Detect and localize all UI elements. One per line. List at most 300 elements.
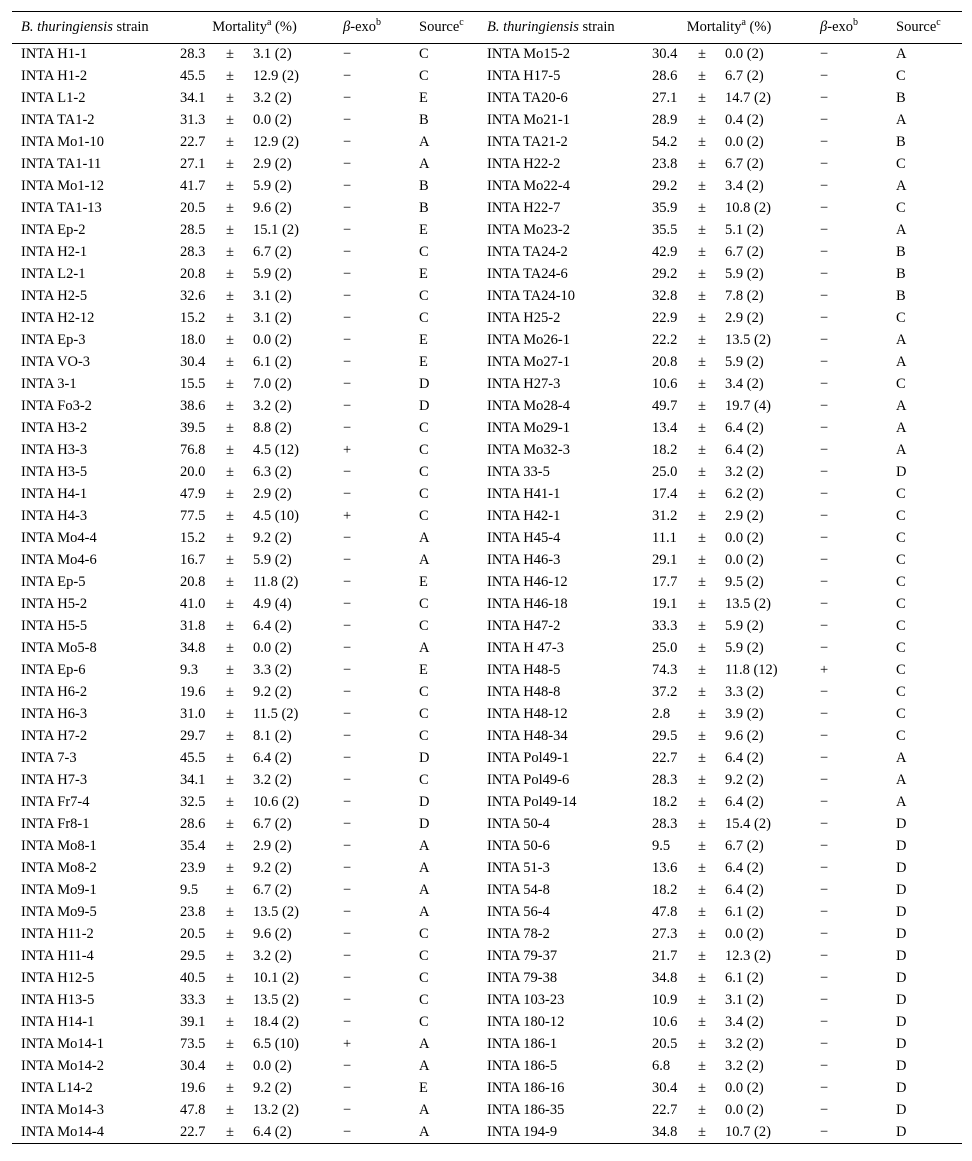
beta-exo-cell: −: [343, 640, 352, 656]
mortality-cell: [641, 924, 817, 946]
mortality-sd-n: 3.4 (2): [725, 178, 764, 194]
mortality-mean: 29.2: [652, 178, 678, 194]
strain-cell: INTA Mo22-4: [487, 178, 571, 194]
table-row: [12, 462, 962, 484]
beta-exo-cell: −: [820, 596, 829, 612]
table-row: [12, 726, 962, 748]
mortality-table: [12, 11, 962, 1144]
beta-exo-cell: −: [343, 46, 352, 63]
mortality-cell: [641, 770, 817, 792]
mortality-sd-n: 6.1 (2): [253, 354, 292, 370]
source-cell: D: [419, 794, 430, 810]
source-cell: E: [419, 266, 428, 282]
mortality-mean: 31.2: [652, 508, 678, 524]
strain-cell: INTA Mo9-5: [21, 904, 97, 920]
strain-cell: INTA H27-3: [487, 376, 561, 392]
strain-cell: INTA H5-2: [21, 596, 88, 612]
mortality-sd-n: 13.5 (2): [253, 904, 299, 920]
plus-minus-sign: ±: [698, 420, 706, 436]
plus-minus-sign: ±: [226, 508, 234, 524]
mortality-cell: [641, 594, 817, 616]
source-cell: A: [419, 1102, 430, 1118]
mortality-mean: 18.2: [652, 442, 678, 458]
mortality-cell: [641, 396, 817, 418]
source-cell: D: [896, 904, 907, 920]
source-cell: B: [896, 244, 906, 260]
mortality-cell: [169, 1012, 340, 1034]
plus-minus-sign: ±: [698, 926, 706, 942]
beta-exo-cell: −: [820, 464, 829, 480]
mortality-mean: 27.3: [652, 926, 678, 942]
beta-exo-cell: −: [343, 1058, 352, 1074]
beta-exo-cell: −: [820, 354, 829, 370]
beta-exo-cell: −: [343, 288, 352, 304]
table-row: [12, 374, 962, 396]
strain-cell: INTA H3-3: [21, 442, 88, 458]
mortality-sd-n: 0.0 (2): [253, 332, 292, 348]
mortality-mean: 38.6: [180, 398, 206, 414]
mortality-sd-n: 13.2 (2): [253, 1102, 299, 1118]
mortality-cell: [641, 66, 817, 88]
mortality-mean: 31.8: [180, 618, 206, 634]
plus-minus-sign: ±: [698, 464, 706, 480]
strain-cell: INTA 103-23: [487, 992, 565, 1008]
strain-cell: INTA VO-3: [21, 354, 91, 370]
mortality-sd-n: 5.9 (2): [253, 266, 292, 282]
mortality-sd-n: 6.1 (2): [725, 970, 764, 986]
mortality-cell: [641, 682, 817, 704]
mortality-cell: [169, 176, 340, 198]
mortality-sd-n: 9.2 (2): [253, 860, 292, 876]
mortality-sd-n: 9.2 (2): [253, 530, 292, 546]
plus-minus-sign: ±: [698, 288, 706, 304]
strain-cell: INTA Mo14-2: [21, 1058, 105, 1074]
table-row: [12, 220, 962, 242]
mortality-mean: 33.3: [180, 992, 206, 1008]
mortality-mean: 54.2: [652, 134, 678, 150]
mortality-mean: 23.8: [652, 156, 678, 172]
plus-minus-sign: ±: [226, 816, 234, 832]
header-strain-right: B. thuringiensis strain: [487, 19, 615, 35]
source-cell: C: [896, 68, 906, 84]
beta-exo-cell: −: [820, 112, 829, 128]
header-source-right: Source$^c$: [896, 17, 941, 35]
beta-exo-cell: −: [343, 1080, 352, 1096]
strain-cell: INTA H48-34: [487, 728, 568, 744]
table-row: [12, 858, 962, 880]
table-row: [12, 308, 962, 330]
strain-cell: INTA H1-2: [21, 68, 88, 84]
source-cell: C: [896, 728, 906, 744]
plus-minus-sign: ±: [226, 948, 234, 964]
strain-cell: INTA TA1-11: [21, 156, 102, 172]
beta-exo-cell: −: [343, 794, 352, 810]
beta-exo-cell: −: [820, 574, 829, 590]
header-source-left: Source$^c$: [419, 17, 464, 35]
source-cell: E: [419, 1080, 428, 1096]
table-container: [12, 11, 962, 1144]
source-cell: E: [419, 574, 428, 590]
source-cell: D: [896, 464, 907, 480]
mortality-sd-n: 10.8 (2): [725, 200, 771, 216]
source-cell: A: [419, 134, 430, 150]
source-cell: C: [896, 552, 906, 568]
mortality-mean: 20.8: [180, 574, 206, 590]
plus-minus-sign: ±: [698, 112, 706, 128]
mortality-cell: [169, 770, 340, 792]
mortality-mean: 39.1: [180, 1014, 206, 1030]
mortality-sd-n: 5.9 (2): [253, 178, 292, 194]
mortality-sd-n: 12.3 (2): [725, 948, 771, 964]
table-row: [12, 242, 962, 264]
mortality-sd-n: 5.9 (2): [725, 354, 764, 370]
header-row: [12, 12, 962, 44]
plus-minus-sign: ±: [698, 354, 706, 370]
source-cell: E: [419, 354, 428, 370]
strain-cell: INTA 50-4: [487, 816, 550, 832]
mortality-mean: 29.2: [652, 266, 678, 282]
table-row: [12, 1078, 962, 1100]
mortality-cell: [641, 660, 817, 682]
beta-exo-cell: −: [820, 904, 829, 920]
mortality-cell: [169, 924, 340, 946]
mortality-mean: 35.9: [652, 200, 678, 216]
strain-cell: INTA H2-1: [21, 244, 88, 260]
plus-minus-sign: ±: [698, 728, 706, 744]
table-row: [12, 506, 962, 528]
source-cell: A: [896, 794, 907, 810]
source-cell: C: [419, 46, 429, 63]
strain-cell: INTA Mo26-1: [487, 332, 571, 348]
mortality-cell: [169, 946, 340, 968]
mortality-sd-n: 13.5 (2): [725, 596, 771, 612]
mortality-cell: [169, 616, 340, 638]
mortality-cell: [169, 528, 340, 550]
header-strain-left: B. thuringiensis strain: [21, 19, 149, 35]
plus-minus-sign: ±: [698, 1058, 706, 1074]
plus-minus-sign: ±: [698, 46, 706, 63]
mortality-cell: [169, 462, 340, 484]
source-cell: A: [419, 1123, 430, 1140]
source-cell: A: [419, 882, 430, 898]
strain-cell: INTA Mo21-1: [487, 112, 571, 128]
plus-minus-sign: ±: [698, 640, 706, 656]
strain-cell: INTA TA1-13: [21, 200, 102, 216]
strain-cell: INTA H46-3: [487, 552, 561, 568]
source-cell: C: [419, 420, 429, 436]
mortality-sd-n: 13.5 (2): [253, 992, 299, 1008]
mortality-mean: 28.6: [652, 68, 678, 84]
strain-cell: INTA Mo27-1: [487, 354, 571, 370]
mortality-sd-n: 6.7 (2): [725, 68, 764, 84]
mortality-sd-n: 6.7 (2): [253, 816, 292, 832]
strain-cell: INTA 186-5: [487, 1058, 558, 1074]
plus-minus-sign: ±: [226, 1014, 234, 1030]
source-cell: C: [896, 310, 906, 326]
mortality-mean: 18.0: [180, 332, 206, 348]
beta-exo-cell: −: [820, 552, 829, 568]
mortality-cell: [169, 418, 340, 440]
beta-exo-cell: −: [343, 222, 352, 238]
mortality-cell: [169, 858, 340, 880]
source-cell: C: [896, 662, 906, 678]
mortality-sd-n: 0.0 (2): [725, 134, 764, 150]
mortality-sd-n: 5.9 (2): [725, 618, 764, 634]
mortality-cell: [169, 726, 340, 748]
plus-minus-sign: ±: [698, 904, 706, 920]
table-row: [12, 594, 962, 616]
strain-cell: INTA H48-8: [487, 684, 561, 700]
mortality-mean: 19.6: [180, 1080, 206, 1096]
mortality-mean: 34.8: [652, 1123, 678, 1140]
mortality-mean: 17.4: [652, 486, 678, 502]
strain-cell: INTA TA24-10: [487, 288, 576, 304]
beta-exo-cell: −: [343, 816, 352, 832]
source-cell: A: [896, 750, 907, 766]
strain-cell: INTA H47-2: [487, 618, 561, 634]
mortality-cell: [641, 198, 817, 220]
source-cell: C: [419, 1014, 429, 1030]
mortality-cell: [641, 748, 817, 770]
plus-minus-sign: ±: [226, 332, 234, 348]
strain-cell: INTA H22-2: [487, 156, 561, 172]
table-row: [12, 484, 962, 506]
source-cell: C: [419, 926, 429, 942]
beta-exo-cell: −: [343, 706, 352, 722]
beta-exo-cell: +: [343, 1036, 352, 1052]
plus-minus-sign: ±: [698, 310, 706, 326]
header-mortality-left: Mortality$^a$ (%): [212, 17, 297, 35]
beta-exo-cell: −: [820, 1123, 829, 1140]
mortality-mean: 32.8: [652, 288, 678, 304]
plus-minus-sign: ±: [226, 244, 234, 260]
mortality-mean: 10.6: [652, 376, 678, 392]
mortality-sd-n: 3.9 (2): [725, 706, 764, 722]
source-cell: A: [896, 442, 907, 458]
table-row: [12, 176, 962, 198]
strain-cell: INTA Fr8-1: [21, 816, 90, 832]
strain-cell: INTA 194-9: [487, 1123, 558, 1140]
mortality-sd-n: 6.4 (2): [725, 442, 764, 458]
beta-exo-cell: −: [820, 134, 829, 150]
source-cell: C: [896, 156, 906, 172]
beta-exo-cell: −: [820, 486, 829, 502]
mortality-mean: 15.2: [180, 310, 206, 326]
beta-exo-cell: −: [343, 156, 352, 172]
source-cell: A: [896, 772, 907, 788]
strain-cell: INTA 7-3: [21, 750, 77, 766]
source-cell: D: [896, 860, 907, 876]
source-cell: C: [419, 992, 429, 1008]
plus-minus-sign: ±: [226, 618, 234, 634]
mortality-sd-n: 9.6 (2): [253, 926, 292, 942]
mortality-sd-n: 4.9 (4): [253, 596, 292, 612]
beta-exo-cell: −: [343, 90, 352, 106]
mortality-mean: 22.9: [652, 310, 678, 326]
strain-cell: INTA Ep-6: [21, 662, 86, 678]
plus-minus-sign: ±: [698, 684, 706, 700]
mortality-sd-n: 6.7 (2): [725, 244, 764, 260]
mortality-mean: 19.6: [180, 684, 206, 700]
plus-minus-sign: ±: [698, 882, 706, 898]
mortality-mean: 18.2: [652, 882, 678, 898]
strain-cell: INTA Mo32-3: [487, 442, 571, 458]
strain-cell: INTA H11-2: [21, 926, 94, 942]
plus-minus-sign: ±: [226, 684, 234, 700]
mortality-sd-n: 0.0 (2): [253, 640, 292, 656]
source-cell: D: [419, 398, 430, 414]
mortality-sd-n: 6.3 (2): [253, 464, 292, 480]
beta-exo-cell: −: [343, 838, 352, 854]
mortality-cell: [641, 616, 817, 638]
mortality-mean: 28.3: [652, 772, 678, 788]
mortality-sd-n: 6.4 (2): [725, 750, 764, 766]
table-row: [12, 528, 962, 550]
mortality-sd-n: 3.1 (2): [725, 992, 764, 1008]
plus-minus-sign: ±: [698, 178, 706, 194]
plus-minus-sign: ±: [698, 552, 706, 568]
table-row: [12, 352, 962, 374]
table-body: [12, 44, 962, 1144]
mortality-mean: 20.0: [180, 464, 206, 480]
mortality-cell: [641, 132, 817, 154]
source-cell: D: [896, 970, 907, 986]
beta-exo-cell: −: [820, 860, 829, 876]
plus-minus-sign: ±: [226, 552, 234, 568]
strain-cell: INTA TA24-6: [487, 266, 568, 282]
beta-exo-cell: −: [343, 486, 352, 502]
strain-cell: INTA Mo23-2: [487, 222, 571, 238]
beta-exo-cell: −: [820, 684, 829, 700]
mortality-sd-n: 3.1 (2): [253, 288, 292, 304]
mortality-cell: [641, 330, 817, 352]
plus-minus-sign: ±: [226, 772, 234, 788]
strain-cell: INTA 186-16: [487, 1080, 565, 1096]
mortality-sd-n: 7.8 (2): [725, 288, 764, 304]
mortality-mean: 19.1: [652, 596, 678, 612]
mortality-cell: [169, 814, 340, 836]
beta-exo-cell: −: [343, 464, 352, 480]
mortality-cell: [169, 132, 340, 154]
mortality-mean: 15.2: [180, 530, 206, 546]
strain-cell: INTA H2-12: [21, 310, 95, 326]
mortality-sd-n: 19.7 (4): [725, 398, 771, 414]
mortality-mean: 40.5: [180, 970, 206, 986]
strain-cell: INTA H17-5: [487, 68, 561, 84]
plus-minus-sign: ±: [698, 1102, 706, 1118]
table-row: [12, 1012, 962, 1034]
strain-cell: INTA H6-3: [21, 706, 88, 722]
mortality-mean: 28.9: [652, 112, 678, 128]
source-cell: A: [419, 552, 430, 568]
source-cell: A: [419, 530, 430, 546]
strain-cell: INTA Fo3-2: [21, 398, 92, 414]
table-row: [12, 264, 962, 286]
plus-minus-sign: ±: [698, 1123, 706, 1140]
beta-exo-cell: −: [820, 244, 829, 260]
table-row: [12, 1122, 962, 1144]
mortality-sd-n: 8.1 (2): [253, 728, 292, 744]
plus-minus-sign: ±: [226, 266, 234, 282]
mortality-sd-n: 6.5 (10): [253, 1036, 299, 1052]
mortality-cell: [641, 1078, 817, 1100]
mortality-sd-n: 3.2 (2): [253, 398, 292, 414]
mortality-cell: [641, 550, 817, 572]
plus-minus-sign: ±: [226, 46, 234, 63]
strain-cell: INTA H48-12: [487, 706, 568, 722]
strain-cell: INTA 78-2: [487, 926, 550, 942]
plus-minus-sign: ±: [226, 420, 234, 436]
mortality-sd-n: 0.0 (2): [725, 552, 764, 568]
plus-minus-sign: ±: [226, 156, 234, 172]
beta-exo-cell: +: [343, 508, 352, 524]
mortality-mean: 13.6: [652, 860, 678, 876]
mortality-mean: 28.6: [180, 816, 206, 832]
strain-cell: INTA 51-3: [487, 860, 550, 876]
mortality-cell: [169, 1056, 340, 1078]
strain-cell: INTA Ep-5: [21, 574, 86, 590]
plus-minus-sign: ±: [226, 398, 234, 414]
source-cell: E: [419, 662, 428, 678]
mortality-cell: [169, 440, 340, 462]
mortality-cell: [169, 44, 340, 66]
mortality-sd-n: 2.9 (2): [725, 508, 764, 524]
plus-minus-sign: ±: [698, 442, 706, 458]
mortality-sd-n: 9.2 (2): [253, 684, 292, 700]
mortality-mean: 47.8: [180, 1102, 206, 1118]
source-cell: A: [419, 156, 430, 172]
source-cell: A: [419, 904, 430, 920]
mortality-cell: [169, 704, 340, 726]
strain-cell: INTA Mo1-12: [21, 178, 105, 194]
table-row: [12, 330, 962, 352]
mortality-mean: 76.8: [180, 442, 206, 458]
beta-exo-cell: −: [343, 552, 352, 568]
beta-exo-cell: +: [343, 442, 352, 458]
table-row: [12, 836, 962, 858]
plus-minus-sign: ±: [226, 706, 234, 722]
plus-minus-sign: ±: [698, 1036, 706, 1052]
mortality-mean: 34.8: [180, 640, 206, 656]
strain-cell: INTA Mo1-10: [21, 134, 105, 150]
strain-cell: INTA H3-5: [21, 464, 88, 480]
mortality-sd-n: 3.2 (2): [725, 464, 764, 480]
strain-cell: INTA TA20-6: [487, 90, 568, 106]
strain-cell: INTA 33-5: [487, 464, 550, 480]
mortality-cell: [641, 440, 817, 462]
mortality-cell: [169, 1078, 340, 1100]
mortality-mean: 29.7: [180, 728, 206, 744]
mortality-mean: 22.7: [180, 134, 206, 150]
source-cell: A: [896, 46, 907, 63]
strain-cell: INTA 79-37: [487, 948, 558, 964]
mortality-mean: 27.1: [652, 90, 678, 106]
table-row: [12, 110, 962, 132]
source-cell: A: [419, 1058, 430, 1074]
source-cell: C: [419, 464, 429, 480]
mortality-cell: [169, 484, 340, 506]
source-cell: C: [419, 244, 429, 260]
source-cell: C: [419, 486, 429, 502]
plus-minus-sign: ±: [226, 750, 234, 766]
source-cell: C: [419, 684, 429, 700]
mortality-sd-n: 6.4 (2): [725, 420, 764, 436]
mortality-mean: 31.3: [180, 112, 206, 128]
table-row: [12, 66, 962, 88]
plus-minus-sign: ±: [226, 662, 234, 678]
mortality-cell: [641, 286, 817, 308]
beta-exo-cell: −: [343, 1123, 352, 1140]
